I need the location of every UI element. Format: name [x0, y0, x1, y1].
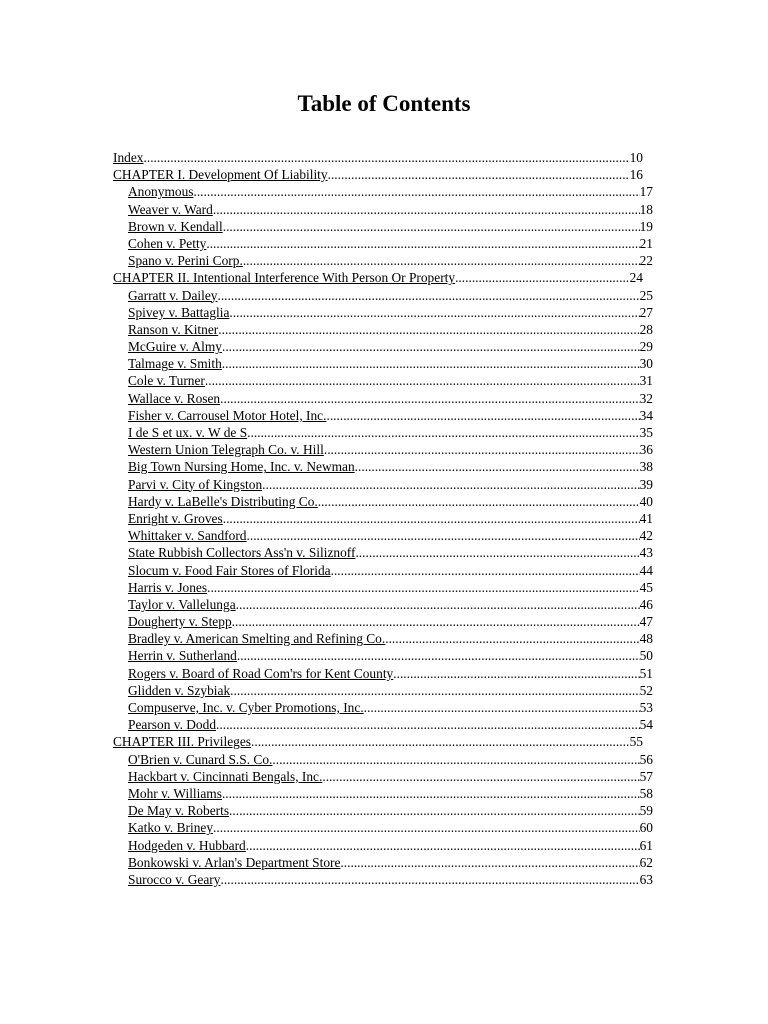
toc-entry-link[interactable]: Bonkowski v. Arlan's Department Store [128, 854, 341, 870]
toc-dot-leader [393, 665, 639, 682]
toc-page-number: 36 [639, 442, 653, 458]
toc-entry-link[interactable]: Whittaker v. Sandford [128, 528, 247, 544]
toc-page-number: 22 [639, 253, 653, 269]
toc-entry-link[interactable]: Rogers v. Board of Road Com'rs for Kent County [128, 665, 394, 681]
toc-chapter-entry [113, 166, 643, 183]
toc-entry-link[interactable]: Anonymous [128, 184, 194, 200]
toc-entry-link[interactable]: Mohr v. Williams [128, 785, 222, 801]
toc-dot-leader [220, 871, 639, 888]
toc-entry-link[interactable]: State Rubbish Collectors Ass'n v. Siliznoff [128, 545, 356, 561]
toc-page-number: 43 [639, 545, 653, 561]
toc-dot-leader [222, 338, 640, 355]
toc-entry-link[interactable]: Garratt v. Dailey [128, 287, 218, 303]
toc-page-number: 30 [639, 356, 653, 372]
toc-page-number: 27 [639, 304, 653, 320]
toc-dot-leader [243, 252, 640, 269]
toc-case-entry [113, 613, 653, 630]
toc-page-number: 39 [639, 476, 653, 492]
toc-case-entry [113, 854, 653, 871]
toc-dot-leader [222, 355, 640, 372]
toc-dot-leader [229, 304, 639, 321]
toc-page-number: 56 [639, 751, 653, 767]
toc-page-number: 41 [639, 510, 653, 526]
toc-dot-leader [262, 476, 639, 493]
toc-case-entry [113, 544, 653, 561]
toc-entry-link[interactable]: Surocco v. Geary [128, 871, 221, 887]
toc-case-entry [113, 355, 653, 372]
toc-case-entry [113, 562, 653, 579]
toc-dot-leader [318, 493, 640, 510]
toc-case-entry [113, 665, 653, 682]
toc-case-entry [113, 751, 653, 768]
toc-page-number: 25 [639, 287, 653, 303]
toc-case-entry [113, 510, 653, 527]
toc-case-entry [113, 802, 653, 819]
toc-entry-link[interactable]: Harris v. Jones [128, 579, 208, 595]
toc-case-entry [113, 372, 653, 389]
toc-page-number: 58 [639, 785, 653, 801]
toc-page-number: 54 [639, 717, 653, 733]
toc-page-number: 10 [629, 150, 643, 165]
toc-page-number: 55 [629, 734, 643, 750]
toc-case-entry [113, 785, 653, 802]
toc-case-entry [113, 596, 653, 613]
toc-dot-leader [324, 441, 640, 458]
toc-page-number: 44 [639, 562, 653, 578]
toc-case-entry [113, 579, 653, 596]
toc-dot-leader [223, 218, 640, 235]
toc-page-number: 31 [639, 373, 653, 389]
toc-chapter-entry [113, 733, 643, 750]
toc-entry-link[interactable]: Cole v. Turner [128, 373, 205, 389]
toc-entry-link[interactable]: Hardy v. LaBelle's Distributing Co. [128, 493, 318, 509]
toc-entry-link[interactable]: Pearson v. Dodd [128, 717, 217, 733]
toc-case-entry [113, 441, 653, 458]
toc-entry-link[interactable]: Enright v. Groves [128, 510, 223, 526]
toc-entry-link[interactable]: Ranson v. Kitner [128, 321, 219, 337]
toc-dot-leader [340, 854, 639, 871]
toc-dot-leader [236, 596, 640, 613]
toc-case-entry [113, 871, 653, 888]
toc-dot-leader [218, 321, 639, 338]
toc-page-number: 18 [639, 201, 653, 217]
toc-chapter-entry [113, 149, 643, 166]
toc-case-entry [113, 321, 653, 338]
toc-case-entry [113, 218, 653, 235]
toc-case-entry [113, 768, 653, 785]
toc-entry-link[interactable]: McGuire v. Almy [128, 339, 222, 355]
toc-case-entry [113, 287, 653, 304]
toc-entry-link[interactable]: Brown v. Kendall [128, 218, 223, 234]
toc-case-entry [113, 407, 653, 424]
toc-entry-link[interactable]: Big Town Nursing Home, Inc. v. Newman [128, 459, 355, 475]
toc-dot-leader [364, 699, 640, 716]
toc-page-number: 34 [639, 407, 653, 423]
toc-page-number: 32 [639, 390, 653, 406]
toc-case-entry [113, 837, 653, 854]
toc-entry-link[interactable]: Index [113, 150, 144, 165]
toc-entry-link[interactable]: I de S et ux. v. W de S [128, 425, 248, 440]
toc-dot-leader [455, 269, 630, 286]
toc-dot-leader [272, 751, 639, 768]
toc-dot-leader [322, 768, 639, 785]
toc-entry-link[interactable]: Herrin v. Sutherland [128, 648, 237, 664]
toc-dot-leader [223, 510, 640, 527]
toc-entry-link[interactable]: CHAPTER III. Privileges [113, 734, 251, 750]
toc-entry-link[interactable]: Hackbart v. Cincinnati Bengals, Inc. [128, 768, 323, 784]
toc-page-number: 52 [639, 682, 653, 698]
toc-dot-leader [213, 201, 640, 218]
toc-dot-leader [326, 407, 639, 424]
toc-dot-leader [237, 647, 640, 664]
toc-entry-link[interactable]: Dougherty v. Stepp [128, 614, 232, 630]
toc-entry-link[interactable]: Western Union Telegraph Co. v. Hill [128, 442, 324, 458]
toc-list [113, 149, 653, 888]
toc-dot-leader [229, 802, 640, 819]
toc-case-entry [113, 716, 653, 733]
toc-page-number: 24 [629, 270, 643, 286]
toc-case-entry [113, 235, 653, 252]
toc-dot-leader [232, 613, 640, 630]
toc-page-number: 47 [639, 614, 653, 630]
toc-dot-leader [385, 630, 639, 647]
toc-entry-link[interactable]: Spivey v. Battaglia [128, 304, 230, 320]
toc-dot-leader [328, 166, 630, 183]
toc-entry-link[interactable]: Hodgeden v. Hubbard [128, 837, 246, 853]
toc-entry-link[interactable]: De May v. Roberts [128, 803, 230, 819]
toc-page-number: 63 [639, 871, 653, 887]
toc-page-number: 35 [639, 425, 653, 440]
toc-page-number: 42 [639, 528, 653, 544]
toc-dot-leader [217, 287, 639, 304]
toc-page-number: 62 [639, 854, 653, 870]
toc-page-number: 51 [639, 665, 653, 681]
toc-page-number: 61 [639, 837, 653, 853]
toc-page-number: 45 [639, 579, 653, 595]
toc-case-entry [113, 183, 653, 200]
toc-entry-link[interactable]: Spano v. Perini Corp. [128, 253, 243, 269]
toc-entry-link[interactable]: Fisher v. Carrousel Motor Hotel, Inc. [128, 407, 327, 423]
toc-dot-leader [246, 837, 640, 854]
toc-entry-link[interactable]: Wallace v. Rosen [128, 390, 221, 406]
toc-case-entry [113, 201, 653, 218]
toc-dot-leader [206, 235, 639, 252]
toc-dot-leader [207, 579, 640, 596]
toc-entry-link[interactable]: Bradley v. American Smelting and Refining Co. [128, 631, 386, 647]
toc-entry-link[interactable]: O'Brien v. Cunard S.S. Co. [128, 751, 273, 767]
toc-dot-leader [251, 733, 630, 750]
toc-dot-leader [205, 372, 640, 389]
toc-page-number: 38 [639, 459, 653, 475]
toc-dot-leader [193, 183, 639, 200]
toc-case-entry [113, 699, 653, 716]
toc-dot-leader [247, 424, 639, 441]
toc-dot-leader [222, 785, 640, 802]
toc-case-entry [113, 252, 653, 269]
toc-entry-link[interactable]: Glidden v. Szybiak [128, 682, 231, 698]
toc-entry-link[interactable]: Talmage v. Smith [128, 356, 222, 372]
toc-dot-leader [216, 716, 640, 733]
toc-dot-leader [247, 527, 640, 544]
toc-case-entry [113, 630, 653, 647]
toc-dot-leader [355, 458, 640, 475]
toc-case-entry [113, 304, 653, 321]
toc-case-entry [113, 647, 653, 664]
toc-case-entry [113, 682, 653, 699]
toc-dot-leader [213, 819, 640, 836]
toc-entry-link[interactable]: Cohen v. Petty [128, 235, 207, 251]
toc-page-number: 40 [639, 493, 653, 509]
toc-page-number: 60 [639, 820, 653, 836]
toc-dot-leader [230, 682, 639, 699]
toc-case-entry [113, 458, 653, 475]
toc-case-entry [113, 527, 653, 544]
toc-dot-leader [331, 562, 640, 579]
toc-page-number: 28 [639, 321, 653, 337]
toc-entry-link[interactable]: CHAPTER II. Intentional Interference With Person Or Property [113, 270, 456, 286]
toc-page-number: 21 [639, 235, 653, 251]
toc-entry-link[interactable]: Katko v. Briney [128, 820, 214, 836]
toc-chapter-entry [113, 269, 643, 286]
toc-page-number: 59 [639, 803, 653, 819]
toc-case-entry [113, 390, 653, 407]
toc-page-number: 48 [639, 631, 653, 647]
page-title: Table of Contents [297, 91, 471, 116]
toc-case-entry [113, 819, 653, 836]
toc-page-number: 29 [639, 339, 653, 355]
toc-dot-leader [355, 544, 639, 561]
toc-page-number: 50 [639, 648, 653, 664]
toc-dot-leader [220, 390, 639, 407]
toc-case-entry [113, 476, 653, 493]
toc-page-number: 57 [639, 768, 653, 784]
toc-case-entry [113, 338, 653, 355]
toc-entry-link[interactable]: Weaver v. Ward [128, 201, 213, 217]
toc-case-entry [113, 493, 653, 510]
toc-page-number: 46 [639, 596, 653, 612]
toc-dot-leader [144, 149, 630, 166]
toc-page-number: 19 [639, 218, 653, 234]
toc-page-number: 16 [629, 167, 643, 183]
toc-entry-link[interactable]: Slocum v. Food Fair Stores of Florida [128, 562, 331, 578]
toc-case-entry [113, 424, 653, 441]
toc-entry-link[interactable]: Taylor v. Vallelunga [128, 596, 236, 612]
toc-entry-link[interactable]: CHAPTER I. Development Of Liability [113, 167, 328, 183]
toc-page-number: 17 [639, 184, 653, 200]
toc-entry-link[interactable]: Compuserve, Inc. v. Cyber Promotions, Inc. [128, 700, 364, 715]
toc-entry-link[interactable]: Parvi v. City of Kingston [128, 476, 263, 492]
toc-page-number: 53 [639, 700, 653, 715]
